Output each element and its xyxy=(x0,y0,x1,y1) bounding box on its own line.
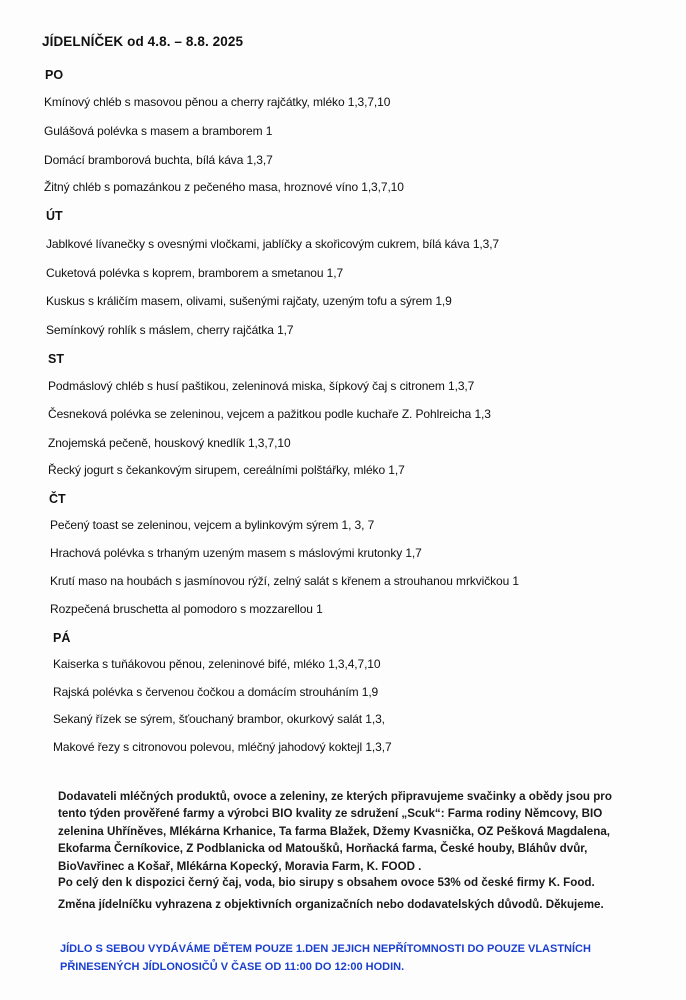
menu-item: Jablkové lívanečky s ovesnými vločkami, jablíčky a skořicovým cukrem, bílá káva 1,3,7 xyxy=(46,237,500,251)
disclaimer-note xyxy=(58,896,628,913)
day-heading-po: PO xyxy=(45,68,64,82)
menu-item: Kuskus s králičím masem, olivami, sušenými rajčaty, uzeným tofu a sýrem 1,9 xyxy=(46,294,452,308)
suppliers-text: Dodavateli mléčných produktů, ovoce a zeleniny, ze kterých připravujeme svačinky a obědy jsou pro tento týden prověřené farmy a výrobci BIO kvality ze sdružení „Scuk“: Farma rodiny Němcovy, BIO zelenina Uhříněves, Mlékárna Krhanice, Ta farma Blažek, Džemy Kvasnička, OZ Pešková Magdalena, Ekofarma Černíkovice, Z Podblanicka od Matoušků, Horňacká farma, České houby, Bláhův dvůr, BioVavřinec a Košař, Mlékárna Kopecký, Moravia Farm, K. FOOD . xyxy=(58,790,612,873)
menu-item: Podmáslový chléb s husí paštikou, zeleninová miska, šípkový čaj s citronem 1,3,7 xyxy=(48,379,475,393)
menu-item: Žitný chléb s pomazánkou z pečeného masa, hroznové víno 1,3,7,10 xyxy=(44,180,404,194)
suppliers-note xyxy=(58,788,628,875)
menu-item: Makové řezy s citronovou polevou, mléčný jahodový koktejl 1,3,7 xyxy=(53,740,392,754)
menu-item: Semínkový rohlík s máslem, cherry rajčátka 1,7 xyxy=(46,323,294,337)
day-heading-st: ST xyxy=(48,352,64,366)
menu-item: Rozpečená bruschetta al pomodoro s mozzarellou 1 xyxy=(50,602,323,616)
menu-item: Kaiserka s tuňákovou pěnou, zeleninové bifé, mléko 1,3,4,7,10 xyxy=(53,657,381,671)
menu-item: Krutí maso na houbách s jasmínovou rýží, zelný salát s křenem a strouhanou mrkvičkou 1 xyxy=(50,574,519,588)
menu-item: Česneková polévka se zeleninou, vejcem a pažitkou podle kuchaře Z. Pohlreicha 1,3 xyxy=(48,407,491,421)
menu-item: Hrachová polévka s trhaným uzeným masem s máslovými krutonky 1,7 xyxy=(50,546,422,560)
drinks-note xyxy=(58,874,628,891)
day-heading-pa: PÁ xyxy=(53,631,71,645)
menu-title: JÍDELNÍČEK od 4.8. – 8.8. 2025 xyxy=(42,34,244,49)
drinks-text: Po celý den k dispozici černý čaj, voda, bio sirupy s obsahem ovoce 53% od české firmy K. Food. xyxy=(58,876,595,889)
menu-item: Znojemská pečeně, houskový knedlík 1,3,7,10 xyxy=(48,436,291,450)
menu-item: Gulášová polévka s masem a bramborem 1 xyxy=(44,124,273,138)
menu-item: Sekaný řízek se sýrem, šťouchaný brambor, okurkový salát 1,3, xyxy=(53,712,385,726)
menu-item: Domácí bramborová buchta, bílá káva 1,3,7 xyxy=(44,153,273,167)
day-heading-ut: ÚT xyxy=(46,209,63,223)
takeaway-warning: JÍDLO S SEBOU VYDÁVÁME DĚTEM POUZE 1.DEN JEJICH NEPŘÍTOMNOSTI DO POUZE VLASTNÍCH PŘINESENÝCH JÍDLONOSIČŮ V ČASE OD 11:00 DO 12:00 HODIN. xyxy=(60,943,591,973)
menu-item: Kmínový chléb s masovou pěnou a cherry rajčátky, mléko 1,3,7,10 xyxy=(44,95,391,109)
day-heading-ct: ČT xyxy=(49,492,66,506)
menu-item: Řecký jogurt s čekankovým sirupem, cereálními polštářky, mléko 1,7 xyxy=(48,463,405,477)
menu-item: Cuketová polévka s koprem, bramborem a smetanou 1,7 xyxy=(46,266,344,280)
disclaimer-text: Změna jídelníčku vyhrazena z objektivních organizačních nebo dodavatelských důvodů. Děkujeme. xyxy=(58,898,604,911)
menu-item: Rajská polévka s červenou čočkou a domácím strouháním 1,9 xyxy=(53,685,379,699)
menu-item: Pečený toast se zeleninou, vejcem a bylinkovým sýrem 1, 3, 7 xyxy=(50,518,375,532)
